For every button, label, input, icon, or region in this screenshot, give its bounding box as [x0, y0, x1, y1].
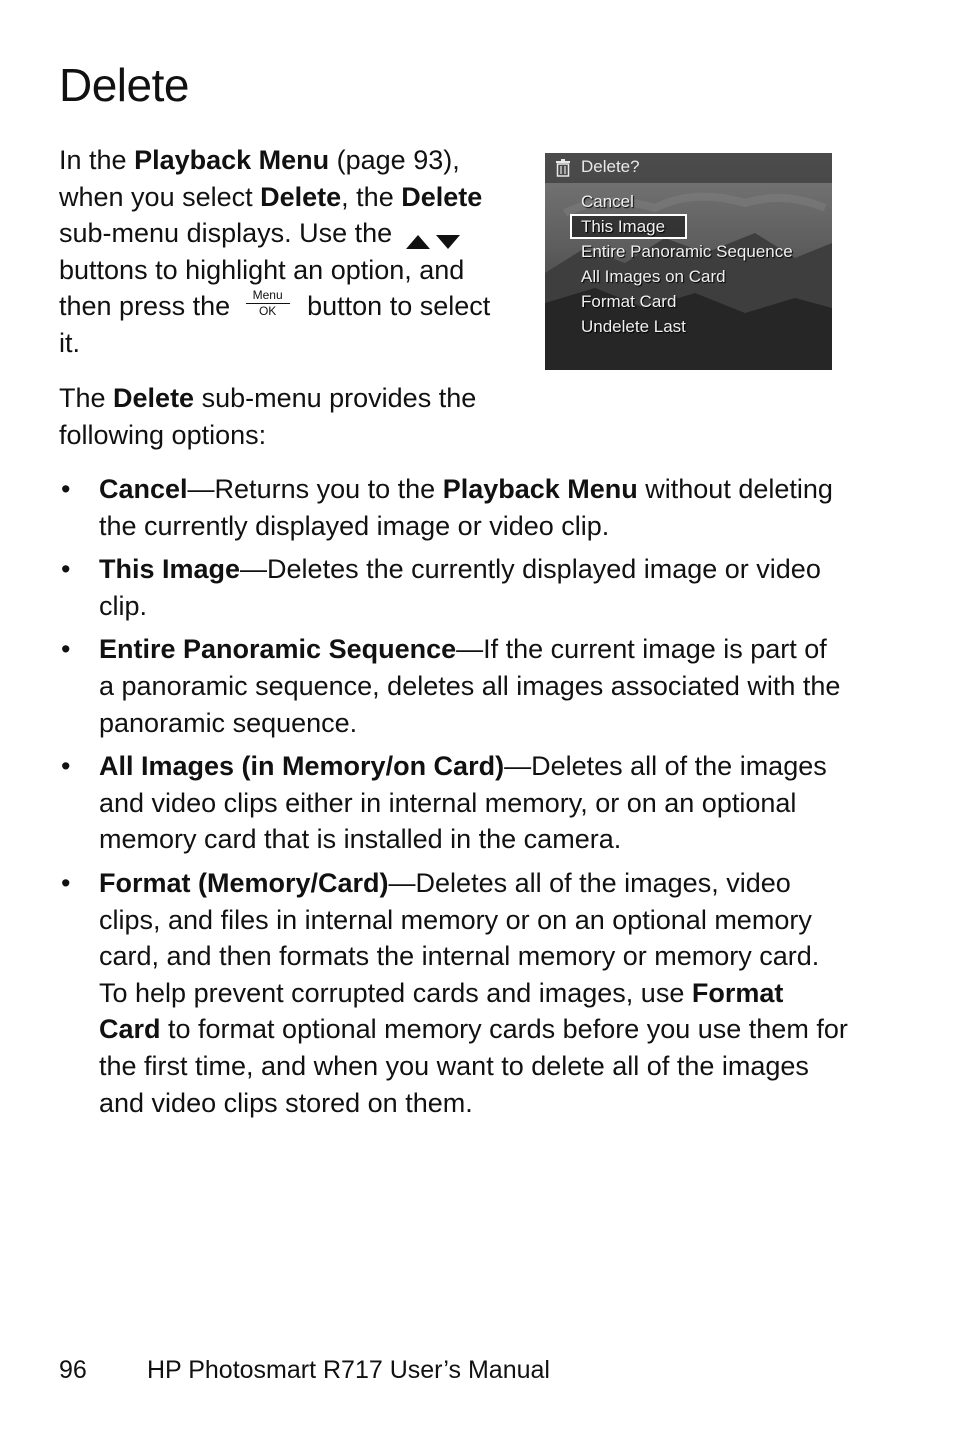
submenu-item-label: This Image — [570, 214, 687, 239]
trash-icon — [555, 159, 571, 177]
option-desc: —Deletes all of the images, video clips, and files in internal memory or on an optional memory card, and then formats the internal memory or memory card. To help prevent corrupted cards and images, use — [99, 867, 820, 1008]
menu-label: Menu — [246, 288, 290, 304]
option-bold-ref: Format Card — [99, 977, 784, 1045]
camera-screen-image — [545, 153, 832, 370]
option-desc: —Returns you to the — [187, 474, 443, 504]
intro-bold-delete: Delete — [260, 181, 342, 212]
intro-text: buttons to highlight an option, and then press the — [59, 254, 465, 322]
intro-text: In the — [59, 145, 135, 175]
intro2-bold-delete: Delete — [113, 383, 195, 413]
intro-text: sub-menu displays. Use the — [59, 218, 400, 249]
submenu-item-label: Undelete Last — [581, 317, 686, 336]
option-desc: without deleting the currently displayed image or video clip. — [99, 474, 833, 541]
intro-text: (page 93), when you select — [59, 145, 460, 212]
submenu-item-label: Cancel — [581, 192, 634, 211]
intro-text: , the — [341, 181, 402, 212]
options-intro — [59, 380, 509, 453]
page-number: 96 — [59, 1356, 87, 1384]
options-list — [59, 471, 849, 1128]
option-term: This Image — [99, 554, 241, 585]
up-down-arrows-icon — [404, 225, 464, 245]
menu-ok-button-icon — [246, 288, 290, 320]
submenu-item-label: All Images on Card — [581, 267, 726, 286]
submenu-item — [545, 264, 832, 289]
option-desc: —If the current image is part of a panoramic sequence, deletes all images associated with the panoramic sequence. — [99, 634, 841, 738]
manual-title: HP Photosmart R717 User’s Manual — [147, 1356, 550, 1384]
intro-bold-delete: Delete — [401, 181, 483, 212]
option-item — [59, 631, 849, 741]
page-footer — [59, 1356, 550, 1385]
intro2-text: sub-menu provides the following options: — [59, 383, 477, 450]
submenu-item — [545, 239, 832, 264]
option-desc: to format optional memory cards before you use them for the first time, and when you want to delete all of the images and video clips stored on them. — [99, 1014, 848, 1118]
submenu-item — [545, 314, 832, 339]
intro-bold-playback-menu: Playback Menu — [134, 145, 330, 175]
intro-text: button to select it. — [59, 291, 491, 358]
option-term: Format (Memory/Card) — [99, 867, 389, 898]
option-term: All Images (in Memory/on Card) — [99, 751, 505, 782]
intro-paragraph — [59, 142, 509, 362]
submenu-item — [545, 289, 832, 314]
option-desc: —Deletes all of the images and video clips either in internal memory, or on an optional memory card that is installed in the camera. — [99, 751, 827, 855]
submenu-item-label: Format Card — [581, 292, 677, 311]
screen-header — [545, 153, 832, 183]
option-item — [59, 551, 849, 624]
page-title: Delete — [59, 59, 189, 111]
option-item — [59, 748, 849, 858]
submenu-item-selected — [545, 214, 832, 239]
intro2-text: The — [59, 383, 114, 413]
submenu-item-label: Entire Panoramic Sequence — [581, 242, 793, 261]
option-term: Cancel — [99, 474, 188, 504]
ok-label: OK — [258, 304, 277, 319]
option-item — [59, 471, 849, 544]
screen-title: Delete? — [581, 157, 640, 176]
option-term: Entire Panoramic Sequence — [99, 634, 457, 665]
option-item — [59, 865, 849, 1121]
option-bold-ref: Playback Menu — [442, 474, 638, 504]
submenu-item — [545, 189, 832, 214]
delete-submenu-list — [545, 189, 832, 339]
option-desc: —Deletes the currently displayed image or video clip. — [99, 554, 821, 621]
